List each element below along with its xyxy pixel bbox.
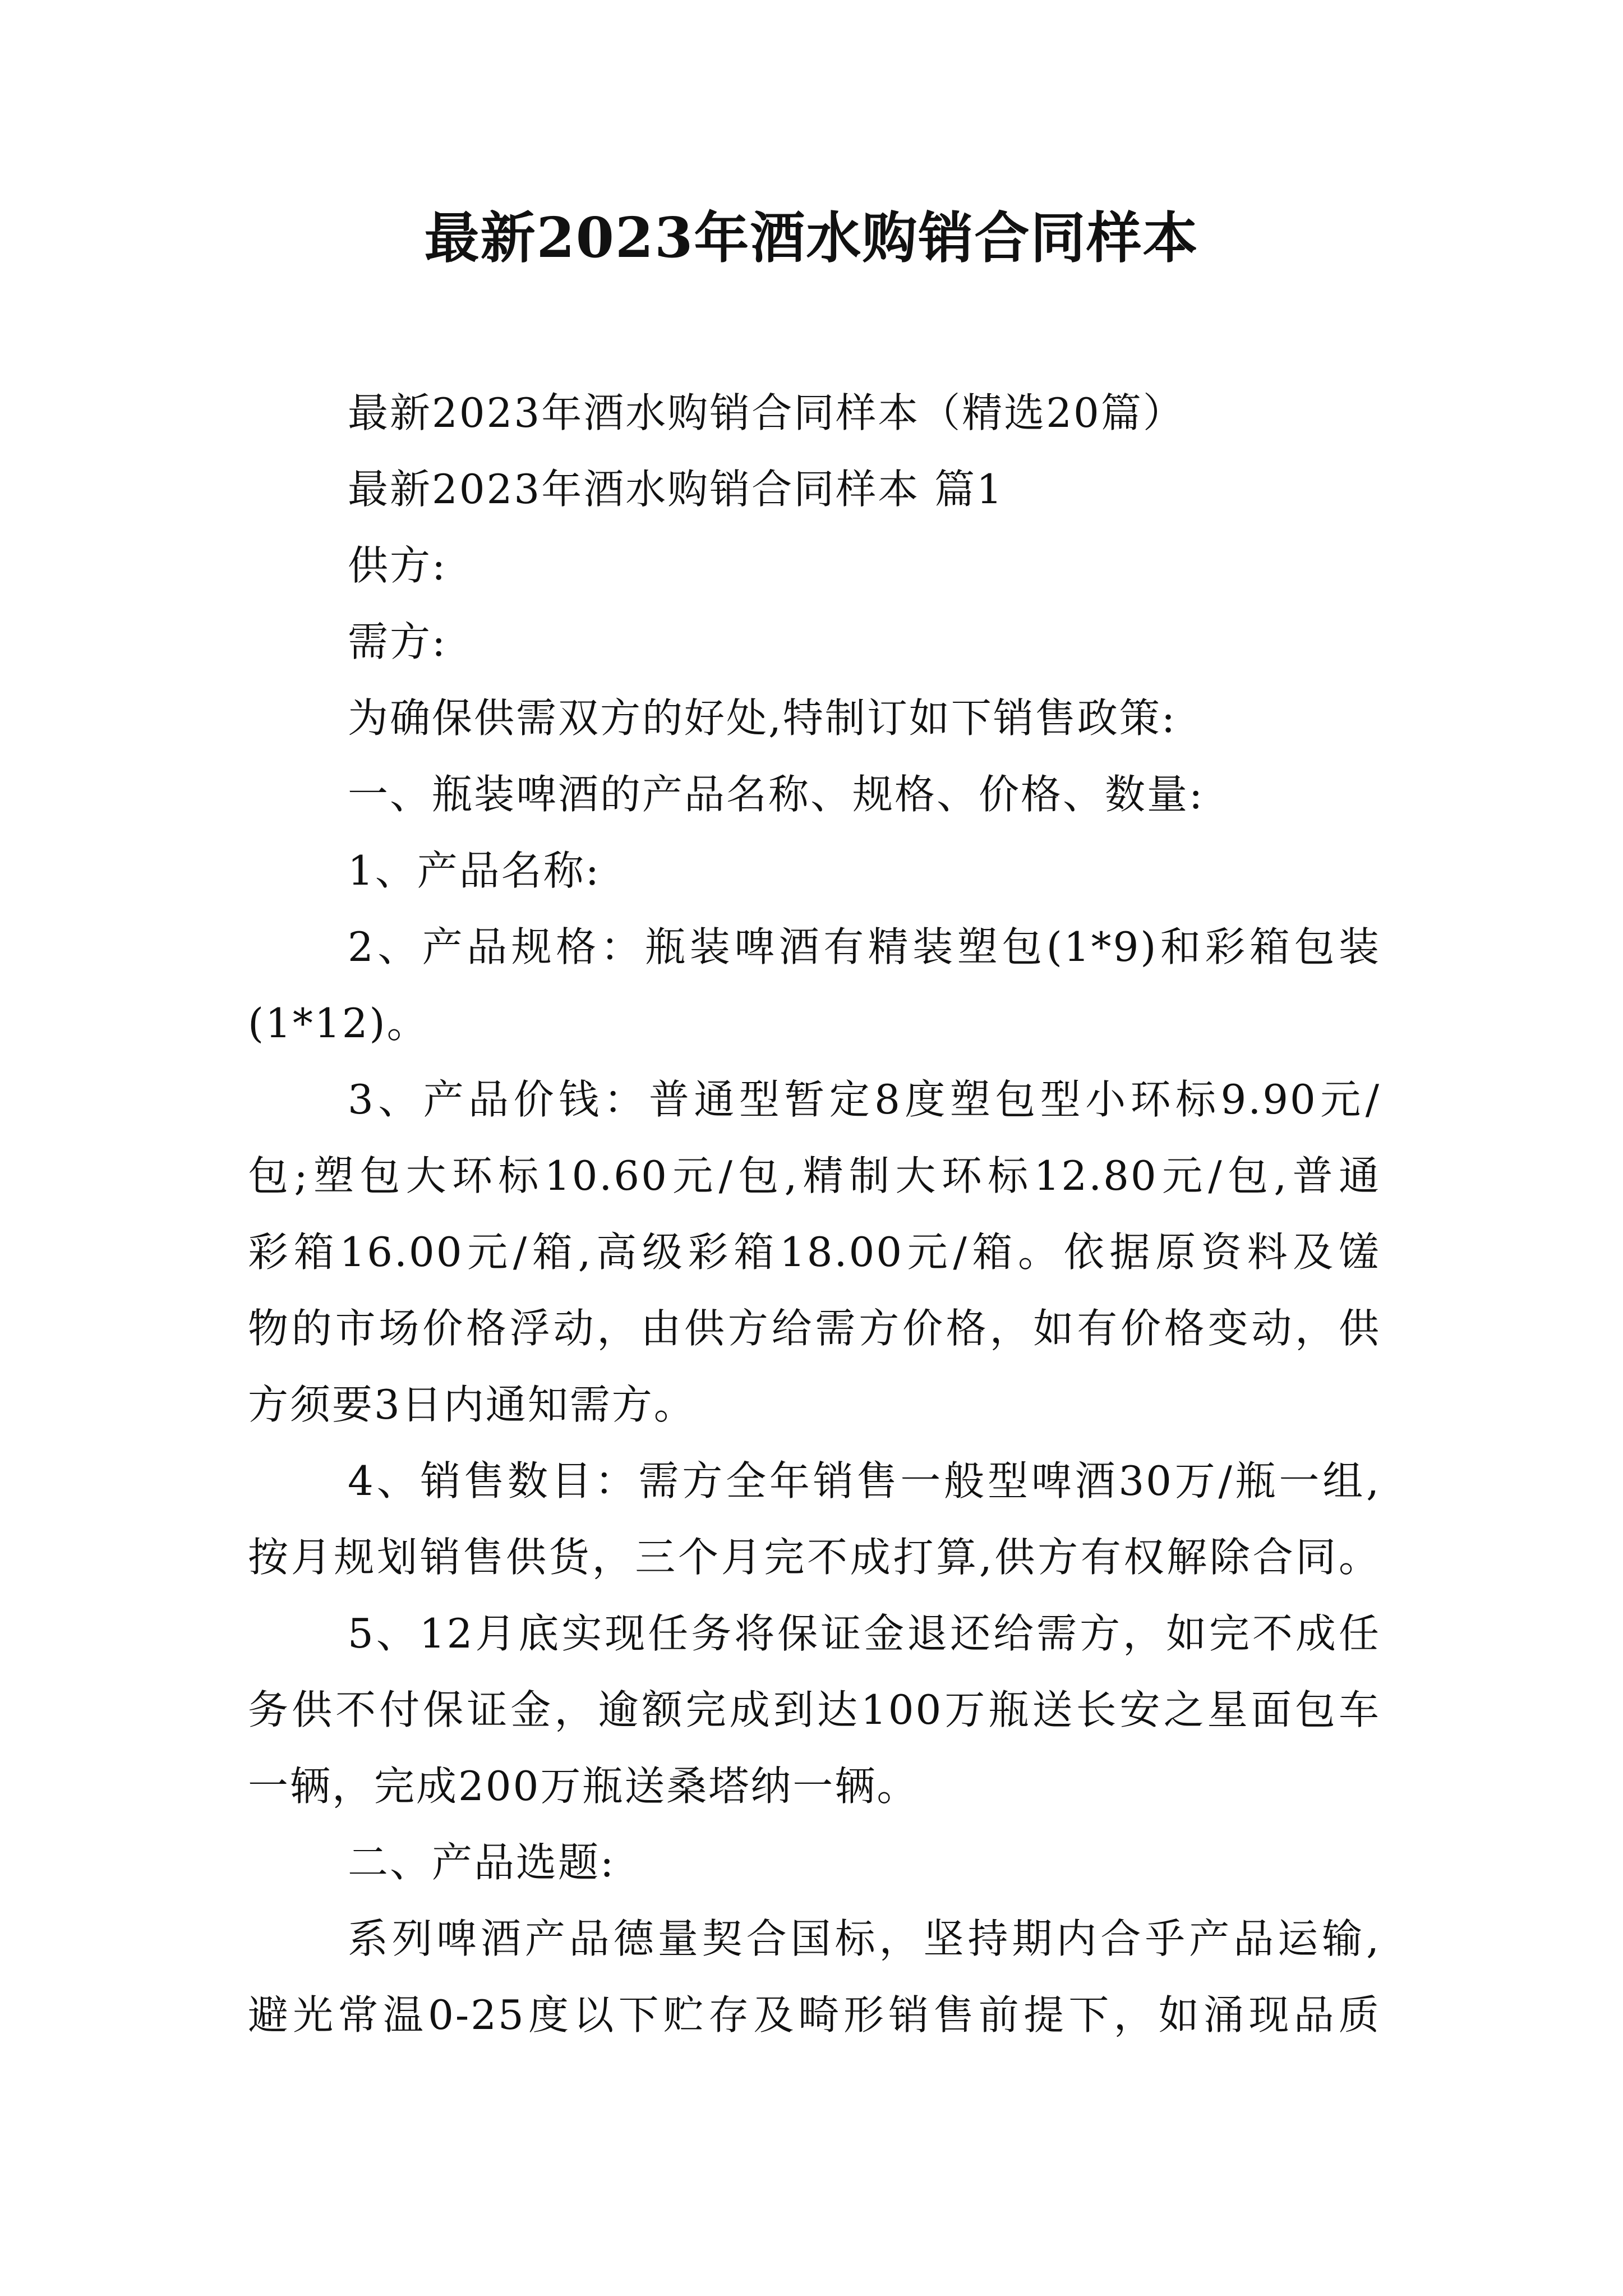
paragraph-line: 需方: bbox=[348, 618, 448, 665]
paragraph-line: 彩箱16.00元/箱,高级彩箱18.00元/箱。依据原资料及馐 bbox=[248, 1228, 1381, 1276]
paragraph-line: 务供不付保证金，逾额完成到达100万瓶送长安之星面包车 bbox=[248, 1686, 1381, 1733]
document-title: 最新2023年酒水购销合同样本 bbox=[424, 206, 1199, 270]
paragraph-line: 为确保供需双方的好处,特制订如下销售政策: bbox=[348, 694, 1177, 742]
paragraph-line: 一辆，完成200万瓶送桑塔纳一辆。 bbox=[248, 1763, 919, 1810]
paragraph-line: 包;塑包大环标10.60元/包,精制大环标12.80元/包,普通 bbox=[248, 1152, 1381, 1199]
paragraph-line: 按月规划销售供货，三个月完不成打算,供方有权解除合同。 bbox=[248, 1534, 1381, 1581]
paragraph-line: 最新2023年酒水购销合同样本 篇1 bbox=[348, 466, 1004, 513]
paragraph-line: 系列啤酒产品德量契合国标，坚持期内合乎产品运输, bbox=[348, 1915, 1381, 1962]
paragraph-line: 4、销售数目：需方全年销售一般型啤酒30万/瓶一组, bbox=[348, 1457, 1381, 1504]
paragraph-line: 二、产品选题: bbox=[348, 1839, 616, 1886]
paragraph-line: 方须要3日内通知需方。 bbox=[248, 1381, 696, 1428]
paragraph-line: 一、瓶装啤酒的产品名称、规格、价格、数量: bbox=[348, 771, 1205, 818]
document-body bbox=[248, 375, 1381, 2053]
paragraph-line: 2、产品规格：瓶装啤酒有精装塑包(1*9)和彩箱包装 bbox=[348, 923, 1381, 970]
paragraph-line: 5、12月底实现任务将保证金退还给需方，如完不成任 bbox=[348, 1610, 1381, 1657]
paragraph-line: 3、产品价钱：普通型暂定8度塑包型小环标9.90元/ bbox=[348, 1076, 1381, 1123]
paragraph-line: 物的市场价格浮动，由供方给需方价格，如有价格变动，供 bbox=[248, 1305, 1381, 1352]
paragraph-line: 1、产品名称: bbox=[348, 847, 601, 894]
paragraph-line: 避光常温0-25度以下贮存及畸形销售前提下，如涌现品质 bbox=[248, 1991, 1381, 2039]
paragraph-line: 供方: bbox=[348, 542, 448, 589]
paragraph-line: (1*12)。 bbox=[248, 1000, 429, 1047]
paragraph-line: 最新2023年酒水购销合同样本（精选20篇） bbox=[348, 389, 1185, 436]
